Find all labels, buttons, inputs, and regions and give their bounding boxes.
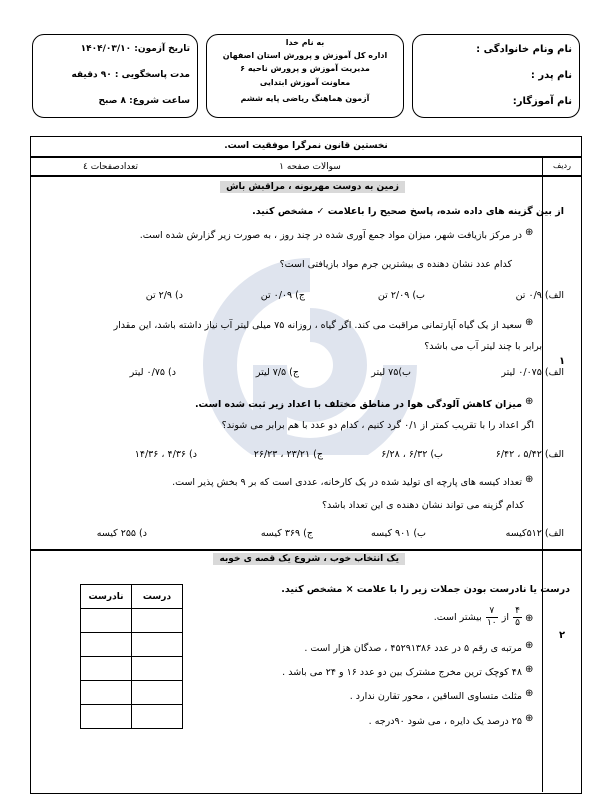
true-false-table xyxy=(80,584,183,729)
item-1-option-c[interactable]: ج) ۰/۰۹ تن xyxy=(260,290,305,301)
item-2-option-c[interactable]: ج) ۷/۵ لیتر xyxy=(255,367,299,378)
father-name-field: نام پدر : xyxy=(530,70,572,81)
fraction-a: ۴ ۵ xyxy=(513,606,522,629)
answer-cell[interactable] xyxy=(132,657,183,681)
item-4-line-1: تعداد کیسه های پارچه ای تولید شده در یک کارخانه، عددی است که بر ۹ بخش پذیر است. xyxy=(172,477,522,488)
item-3-line-1: میزان کاهش آلودگی هوا در مناطق مختلف با اعداد زیر ثبت شده است. xyxy=(194,399,522,410)
item-2-line-2: برابر با چند لیتر آب می باشد؟ xyxy=(424,341,542,352)
item-1-line-1: در مرکز بازیافت شهر، میزان مواد جمع آوری شده در چند روز ، به صورت زیر گزارش شده است. xyxy=(139,230,522,241)
item-2-option-d[interactable]: د) ۰/۷۵ لیتر xyxy=(129,367,176,378)
questions-page-header: سوالات صفحه ۱ xyxy=(279,162,341,172)
radif-header: ردیف xyxy=(553,161,571,170)
incorrect-header: نادرست xyxy=(81,585,132,609)
fraction-b: ۷ ۱۰ xyxy=(486,606,497,628)
org-name: اداره کل آموزش و پرورش استان اصفهان xyxy=(222,51,388,60)
item-1-line-2: کدام عدد نشان دهنده ی بیشترین جرم مواد بازیافتی است؟ xyxy=(279,259,512,270)
page-count-header: تعدادصفحات ٤ xyxy=(82,162,138,172)
statement-5: ۲۵ درصد یک دایره ، می شود ۹۰درجه . xyxy=(368,716,522,727)
item-2-option-a[interactable]: الف) ۰/۰۷۵ لیتر xyxy=(501,367,564,378)
row-1-banner: زمین به دوست مهربونه ، مراقبش باش xyxy=(220,181,405,193)
row-1-number: ۱ xyxy=(558,356,566,367)
row-1-instruction: از بین گزینه های داده شده، پاسخ صحیح را باعلامت ✓ مشخص کنید. xyxy=(252,206,564,217)
exam-duration: مدت پاسخگویی : ۹۰ دقیقه xyxy=(71,70,190,80)
statement-3: ۴۸ کوچک ترین مخرج مشترک بین دو عدد ۱۶ و ۲۴ می باشد . xyxy=(282,667,522,678)
statement-4-bullet-icon: ⊕ xyxy=(525,688,534,699)
item-2-option-b[interactable]: ب)۷۵ لیتر xyxy=(371,367,411,378)
row-2-number: ۲ xyxy=(558,630,566,641)
answer-cell[interactable] xyxy=(81,657,132,681)
item-2-bullet-icon: ⊕ xyxy=(525,317,534,328)
bismillah: به نام خدا xyxy=(285,38,325,47)
item-3-line-2: اگر اعداد را با تقریب کمتر از ۰/۱ گرد کنیم ، کدام دو عدد با هم برابر می شوند؟ xyxy=(221,420,534,431)
student-name-field: نام ونام خانوادگی : xyxy=(476,44,572,55)
item-1-option-d[interactable]: د) ۲/۹ تن xyxy=(145,290,183,301)
item-4-option-a[interactable]: الف) ۵۱۲کیسه xyxy=(505,528,564,539)
answer-cell[interactable] xyxy=(132,681,183,705)
row-2-banner: یک انتخاب خوب ، شروع یک قصه ی خوبه xyxy=(213,553,405,565)
item-3-bullet-icon: ⊕ xyxy=(525,396,534,407)
statement-2: مرتبه ی رقم ۵ در عدد ۴۵۲۹۱۳۸۶ ، صدگان هزار است . xyxy=(304,643,522,654)
statement-1: ۴ ۵ از ۷ ۱۰ بیشتر است. xyxy=(434,606,522,629)
statement-4: مثلث متساوی الساقین ، محور تقارن ندارد . xyxy=(349,691,522,702)
statement-2-bullet-icon: ⊕ xyxy=(525,640,534,651)
row-2-instruction: درست یا نادرست بودن جملات زیر را با علامت × مشخص کنید. xyxy=(281,584,570,595)
statement-5-bullet-icon: ⊕ xyxy=(525,713,534,724)
exam-date: تاریخ آزمون: ۱۴۰۴/۰۳/۱۰ xyxy=(80,44,190,54)
item-1-bullet-icon: ⊕ xyxy=(525,227,534,238)
answer-cell[interactable] xyxy=(132,705,183,729)
item-3-option-d[interactable]: د) ۴/۳۶ ، ۱۴/۳۶ xyxy=(134,449,197,460)
exam-start-time: ساعت شروع: ۸ صبح xyxy=(98,96,190,106)
item-2-line-1: سعید از یک گیاه آپارتمانی مراقبت می کند. اگر گیاه ، روزانه ۷۵ میلی لیتر آب نیاز داشته باشد، این مقدار xyxy=(113,320,522,331)
item-3-option-a[interactable]: الف) ۵/۴۲ ، ۶/۴۲ xyxy=(495,449,564,460)
answer-cell[interactable] xyxy=(81,633,132,657)
answer-cell[interactable] xyxy=(81,705,132,729)
item-4-option-c[interactable]: ج) ۳۶۹ کیسه xyxy=(260,528,313,539)
teacher-name-field: نام آموزگار: xyxy=(512,96,572,107)
answer-cell[interactable] xyxy=(132,633,183,657)
correct-header: درست xyxy=(132,585,183,609)
item-4-option-b[interactable]: ب) ۹۰۱ کیسه xyxy=(371,528,426,539)
item-4-line-2: کدام گزینه می تواند نشان دهنده ی این تعداد باشد؟ xyxy=(321,500,524,511)
item-1-option-b[interactable]: ب) ۲/۰۹ تن xyxy=(377,290,425,301)
exam-title: آزمون هماهنگ ریاضی پایه ششم xyxy=(240,94,370,103)
motto-text: نخستین قانون نمرگرا موفقیت است. xyxy=(224,141,388,151)
item-4-option-d[interactable]: د) ۲۵۵ کیسه xyxy=(96,528,147,539)
district-name: مدیریت آموزش و پرورش ناحیه ۶ xyxy=(240,64,370,73)
department-name: معاونت آموزش ابتدایی xyxy=(259,78,351,87)
answer-cell[interactable] xyxy=(81,609,132,633)
item-3-option-b[interactable]: ب) ۶/۳۲ ، ۶/۲۸ xyxy=(381,449,443,460)
answer-cell[interactable] xyxy=(81,681,132,705)
statement-3-bullet-icon: ⊕ xyxy=(525,664,534,675)
statement-1-bullet-icon: ⊕ xyxy=(525,613,534,624)
answer-cell[interactable] xyxy=(132,609,183,633)
item-3-option-c[interactable]: ج) ۲۳/۲۱ ، ۲۶/۲۳ xyxy=(253,449,323,460)
item-4-bullet-icon: ⊕ xyxy=(525,474,534,485)
item-1-option-a[interactable]: الف) ۰/۹ تن xyxy=(515,290,564,301)
